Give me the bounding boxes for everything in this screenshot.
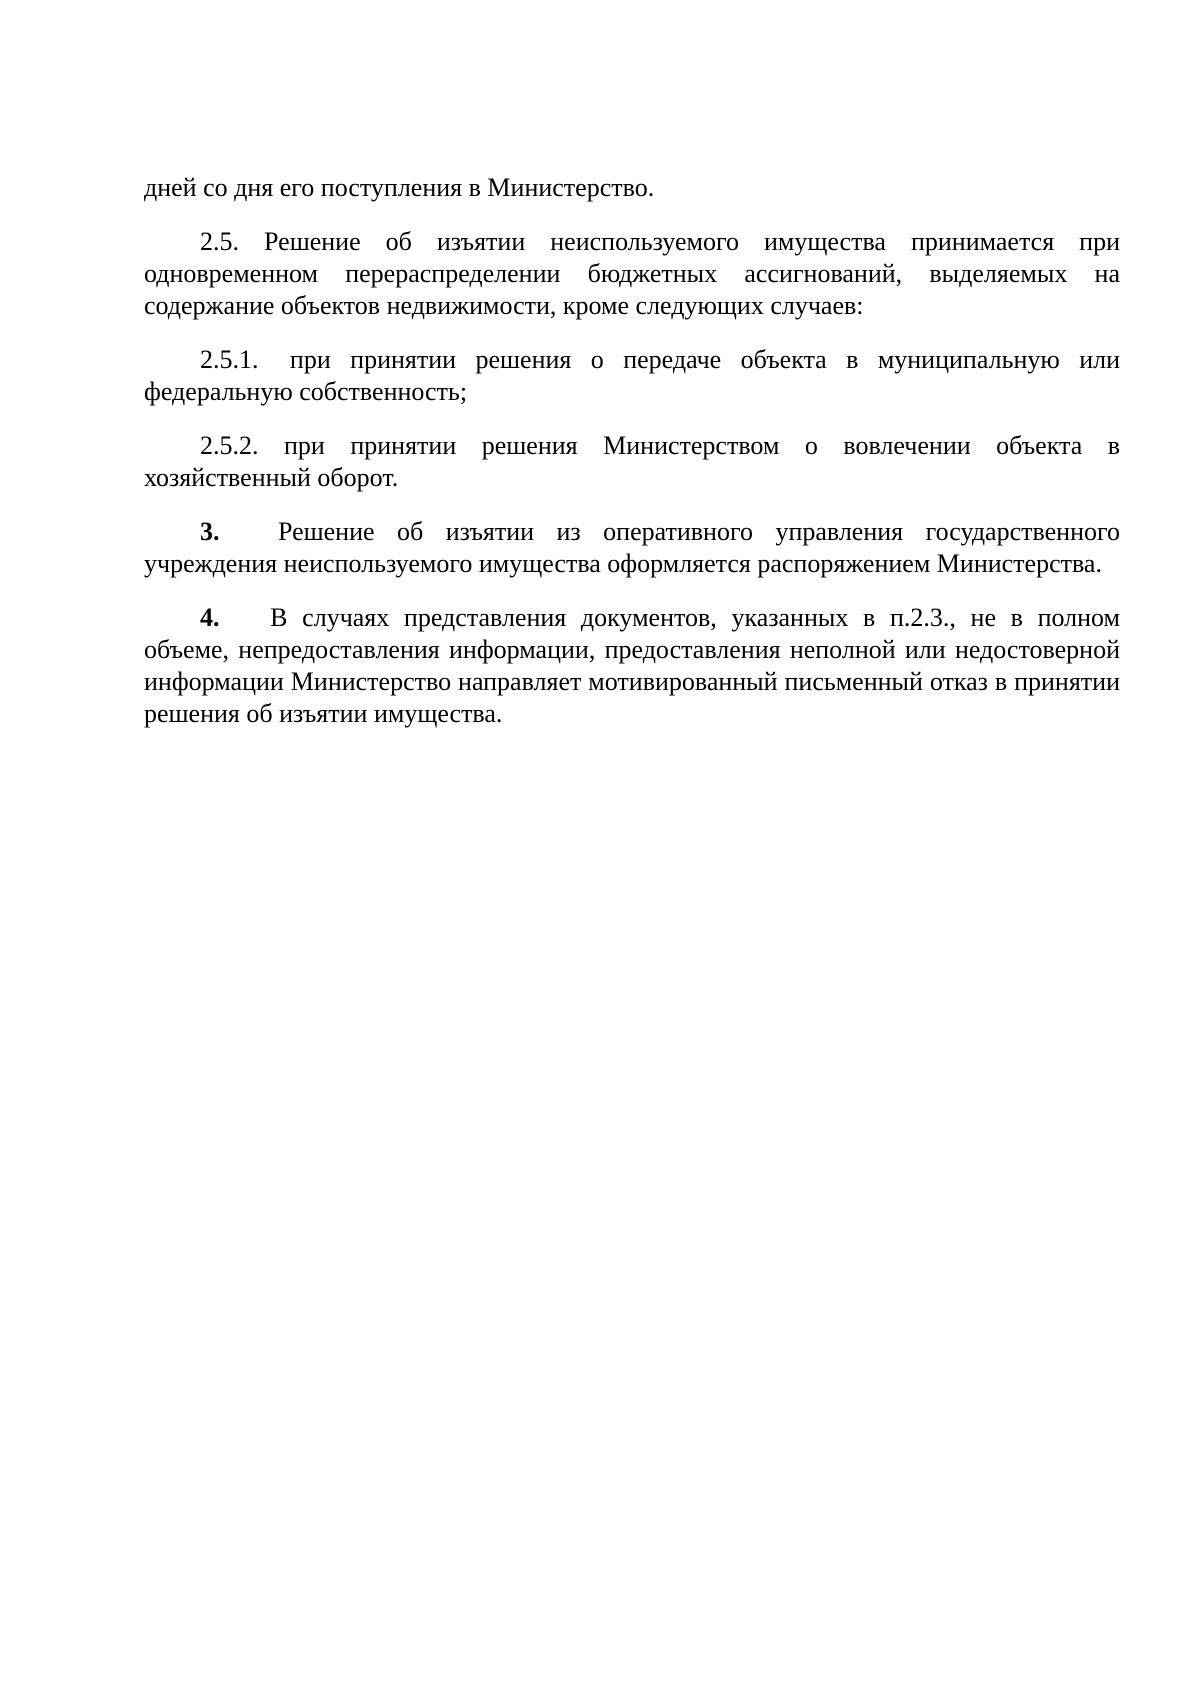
paragraph-2-5-1 [144,344,1120,408]
paragraph-number: 3. [200,517,220,546]
paragraph-text: при принятии решения о передаче объекта в муниципальную или федеральную собственность; [144,345,1121,406]
paragraph-number: 2.5.1. [200,345,259,374]
paragraph-2-5-2 [144,430,1120,494]
paragraph-text: В случаях представления документов, указанных в п.2.3., не в полном объеме, непредоставления информации, предоставления неполной или недостоверной информации Министерство направляет мотивированный письменный отказ в принятии решения об изъятии имущества. [144,603,1121,728]
paragraph-3 [144,516,1120,580]
paragraph-4 [144,602,1120,730]
paragraph-text: Решение об изъятии из оперативного управления государственного учреждения неиспользуемого имущества оформляется распоряжением Министерства. [144,517,1120,578]
paragraph-text: дней со дня его поступления в Министерство. [144,173,655,202]
paragraph-number: 2.5.2. [200,431,259,460]
paragraph-continuation [144,172,1120,204]
document-body [144,172,1120,730]
paragraph-number: 2.5. [200,227,239,256]
paragraph-text: при принятии решения Министерством о вовлечении объекта в хозяйственный оборот. [144,431,1121,492]
paragraph-2-5 [144,226,1120,322]
paragraph-number: 4. [200,603,220,632]
paragraph-text: Решение об изъятии неиспользуемого имущества принимается при одновременном перераспределении бюджетных ассигнований, выделяемых на содержание объектов недвижимости, кроме следующих случаев: [144,227,1120,320]
